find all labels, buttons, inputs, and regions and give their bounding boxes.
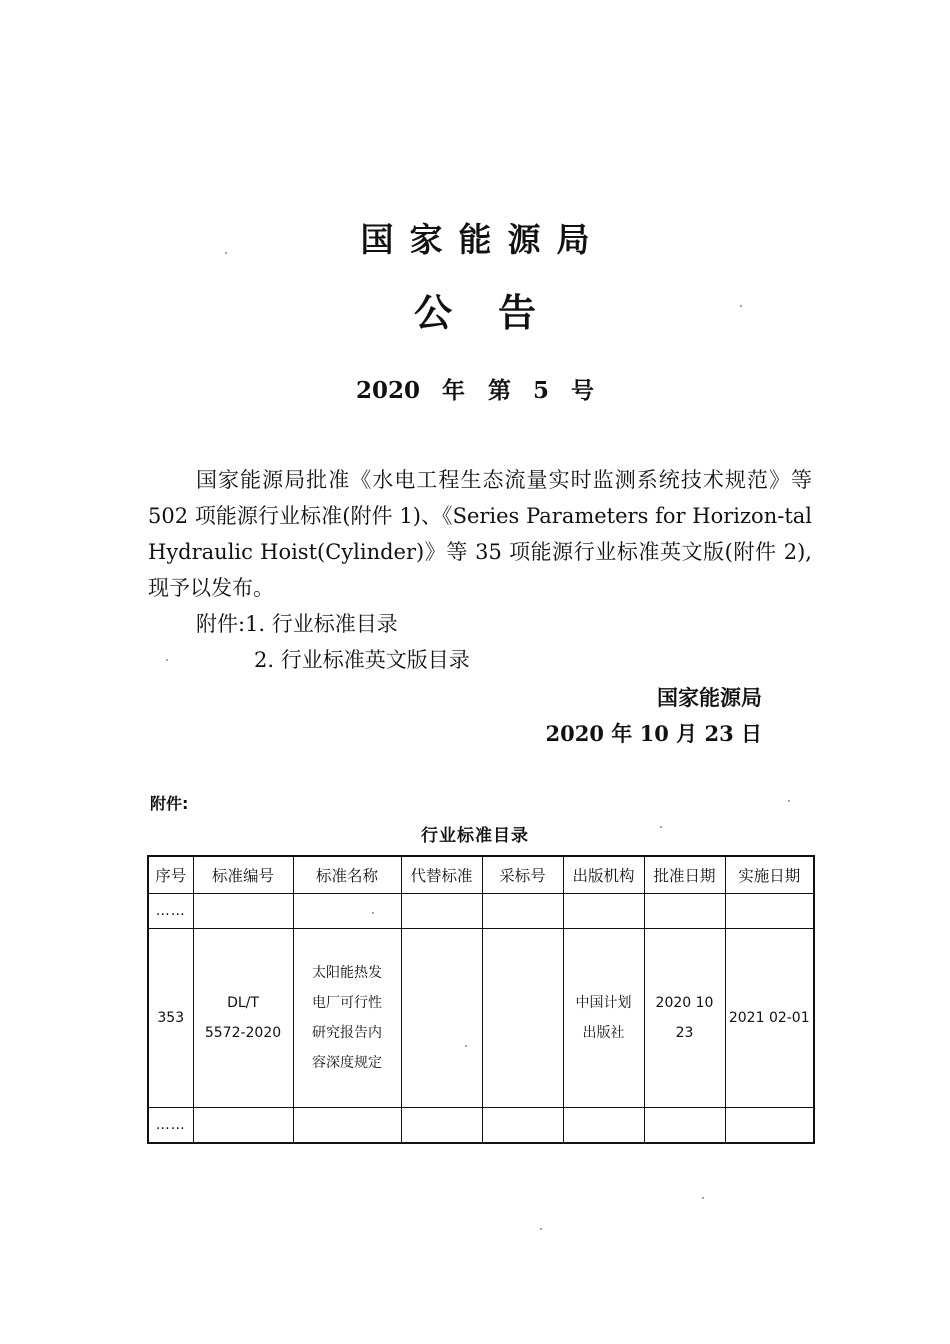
table-row: [148, 929, 814, 1108]
notice-paragraph: 国家能源局批准《水电工程生态流量实时监测系统技术规范》等 502 项能源行业标准(附件 1)、《Series Parameters for Horizon-tal Hydraulic Hoist(Cylinder)》等 35 项能源行业标准英文版(附件 2),现予以发布。: [148, 468, 812, 600]
col-header-name: 标准名称: [293, 856, 401, 894]
code-line-2: 5572-2020: [204, 1025, 282, 1041]
table-title: 行业标准目录: [421, 826, 529, 846]
notice-body: [148, 462, 812, 678]
notice-title: 公告: [413, 291, 582, 335]
name-line: 太阳能热发: [312, 965, 382, 981]
cell-publisher: [563, 929, 644, 1108]
scan-speck: [702, 1197, 704, 1199]
table-row-ellipsis-top: [148, 894, 814, 929]
signature-date: 2020 年 10 月 23 日: [545, 721, 762, 746]
agency-title: 国家能源局: [360, 220, 606, 259]
cell-approval-date: 2020 10 23: [644, 929, 725, 1108]
col-header-adopted: 采标号: [482, 856, 563, 894]
name-line: 电厂可行性: [312, 995, 382, 1011]
standards-table: [147, 855, 815, 1144]
col-header-replaces: 代替标准: [401, 856, 482, 894]
table-row-ellipsis-bottom: [148, 1108, 814, 1144]
scan-speck: [660, 826, 662, 828]
signature-org: 国家能源局: [657, 686, 762, 710]
ellipsis-cell: ……: [148, 894, 193, 929]
col-header-publisher: 出版机构: [563, 856, 644, 894]
col-header-effective-date: 实施日期: [725, 856, 814, 894]
col-header-approval-date: 批准日期: [644, 856, 725, 894]
cell-adopted: [482, 929, 563, 1108]
cell-seq: 353: [148, 929, 193, 1108]
name-line: 研究报告内: [312, 1025, 382, 1041]
scan-speck: [166, 659, 168, 661]
name-line: 容深度规定: [312, 1055, 382, 1071]
ellipsis-cell: ……: [148, 1108, 193, 1144]
attachment-list-2: 2. 行业标准英文版目录: [254, 648, 470, 672]
scan-speck: [372, 912, 374, 914]
scan-speck: [465, 1045, 467, 1047]
cell-effective-date: 2021 02-01: [725, 929, 814, 1108]
scan-speck: [540, 1228, 542, 1230]
col-header-seq: 序号: [148, 856, 193, 894]
code-line-1: DL/T: [227, 995, 259, 1011]
publisher-line: 出版社: [582, 1025, 625, 1041]
col-header-code: 标准编号: [193, 856, 293, 894]
cell-code: [193, 929, 293, 1108]
notice-number: 2020 年 第 5 号: [355, 377, 595, 404]
publisher-line: 中国计划: [575, 995, 632, 1011]
scan-speck: [788, 800, 790, 802]
attachment-list-1: 附件:1. 行业标准目录: [196, 612, 398, 636]
appendix-label: 附件:: [150, 794, 189, 813]
scan-speck: [740, 305, 742, 307]
scan-speck: [225, 252, 227, 254]
cell-replaces: [401, 929, 482, 1108]
cell-name: [293, 929, 401, 1108]
table-header-row: [148, 856, 814, 894]
